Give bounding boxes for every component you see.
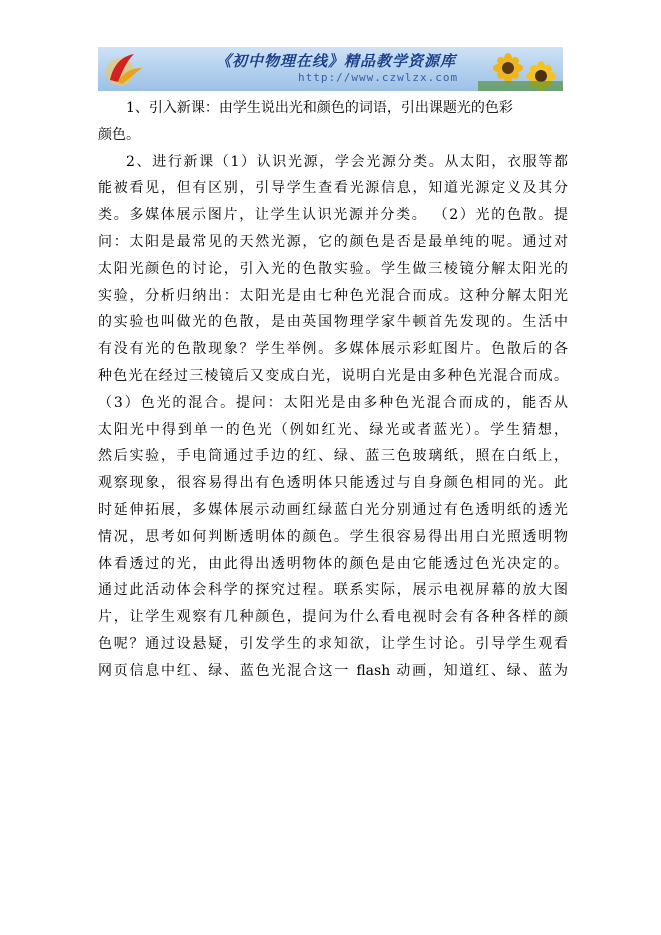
leaves-decoration (478, 81, 563, 91)
text-line: 时延伸拓展，多媒体展示动画红绿蓝白光分别通过有色透明纸的透光 (98, 501, 568, 518)
text-line: 有没有光的色散现象？学生举例。多媒体展示彩虹图片。色散后的各 (98, 341, 568, 358)
text-line: 颜色。 (98, 126, 140, 143)
text-line: 2、进行新课（1）认识光源，学会光源分类。从太阳，衣服等都 (126, 153, 568, 170)
text-line: 然后实验，手电筒通过手边的红、绿、蓝三色玻璃纸，照在白纸上， (98, 448, 568, 465)
logo-icon (104, 50, 144, 88)
text-line: 通过此活动体会科学的探究过程。联系实际，展示电视屏幕的放大图 (98, 582, 568, 599)
text-line: 种色光在经过三棱镜后又变成白光，说明白光是由多种色光混合而成。 (98, 367, 568, 384)
text-line: （3）色光的混合。提问：太阳光是由多种色光混合而成的，能否从 (98, 394, 568, 411)
text-line: 体看透过的光，由此得出透明物体的颜色是由它能透过色光决定的。 (98, 555, 568, 572)
header-banner (98, 47, 563, 91)
text-line: 情况，思考如何判断透明体的颜色。学生很容易得出用白光照透明物 (98, 528, 568, 545)
banner-url: http://www.czwlzx.com (298, 71, 459, 84)
text-line: 1、引入新课：由学生说出光和颜色的词语，引出课题光的色彩 (126, 100, 513, 116)
text-line: 太阳光颜色的讨论，引入光的色散实验。学生做三棱镜分解太阳光的 (98, 260, 568, 277)
document-body (98, 95, 568, 685)
text-line: 能被看见，但有区别，引导学生查看光源信息，知道光源定义及其分 (98, 180, 568, 197)
text-line: 观察现象，很容易得出有色透明体只能透过与自身颜色相同的光。此 (98, 475, 568, 492)
text-line: 色呢？通过设悬疑，引发学生的求知欲，让学生讨论。引导学生观看 (98, 635, 568, 652)
banner-title: 《初中物理在线》精品教学资源库 (216, 52, 457, 70)
text-line: 太阳光中得到单一的色光（例如红光、绿光或者蓝光）。学生猜想， (98, 421, 568, 438)
text-line: 实验，分析归纳出：太阳光是由七种色光混合而成。这种分解太阳光 (98, 287, 568, 304)
text-line: 类。多媒体展示图片，让学生认识光源并分类。 （2）光的色散。提 (98, 207, 568, 224)
text-line: 问：太阳是最常见的天然光源，它的颜色是否是最单纯的呢。通过对 (98, 233, 568, 250)
text-line: 网页信息中红、绿、蓝色光混合这一 flash 动画，知道红、绿、蓝为 (98, 662, 568, 679)
sunflower-icon (493, 53, 523, 83)
text-line: 片，让学生观察有几种颜色，提问为什么看电视时会有各种各样的颜 (98, 609, 568, 626)
text-line: 的实验也叫做光的色散，是由英国物理学家牛顿首先发现的。生活中 (98, 314, 568, 331)
